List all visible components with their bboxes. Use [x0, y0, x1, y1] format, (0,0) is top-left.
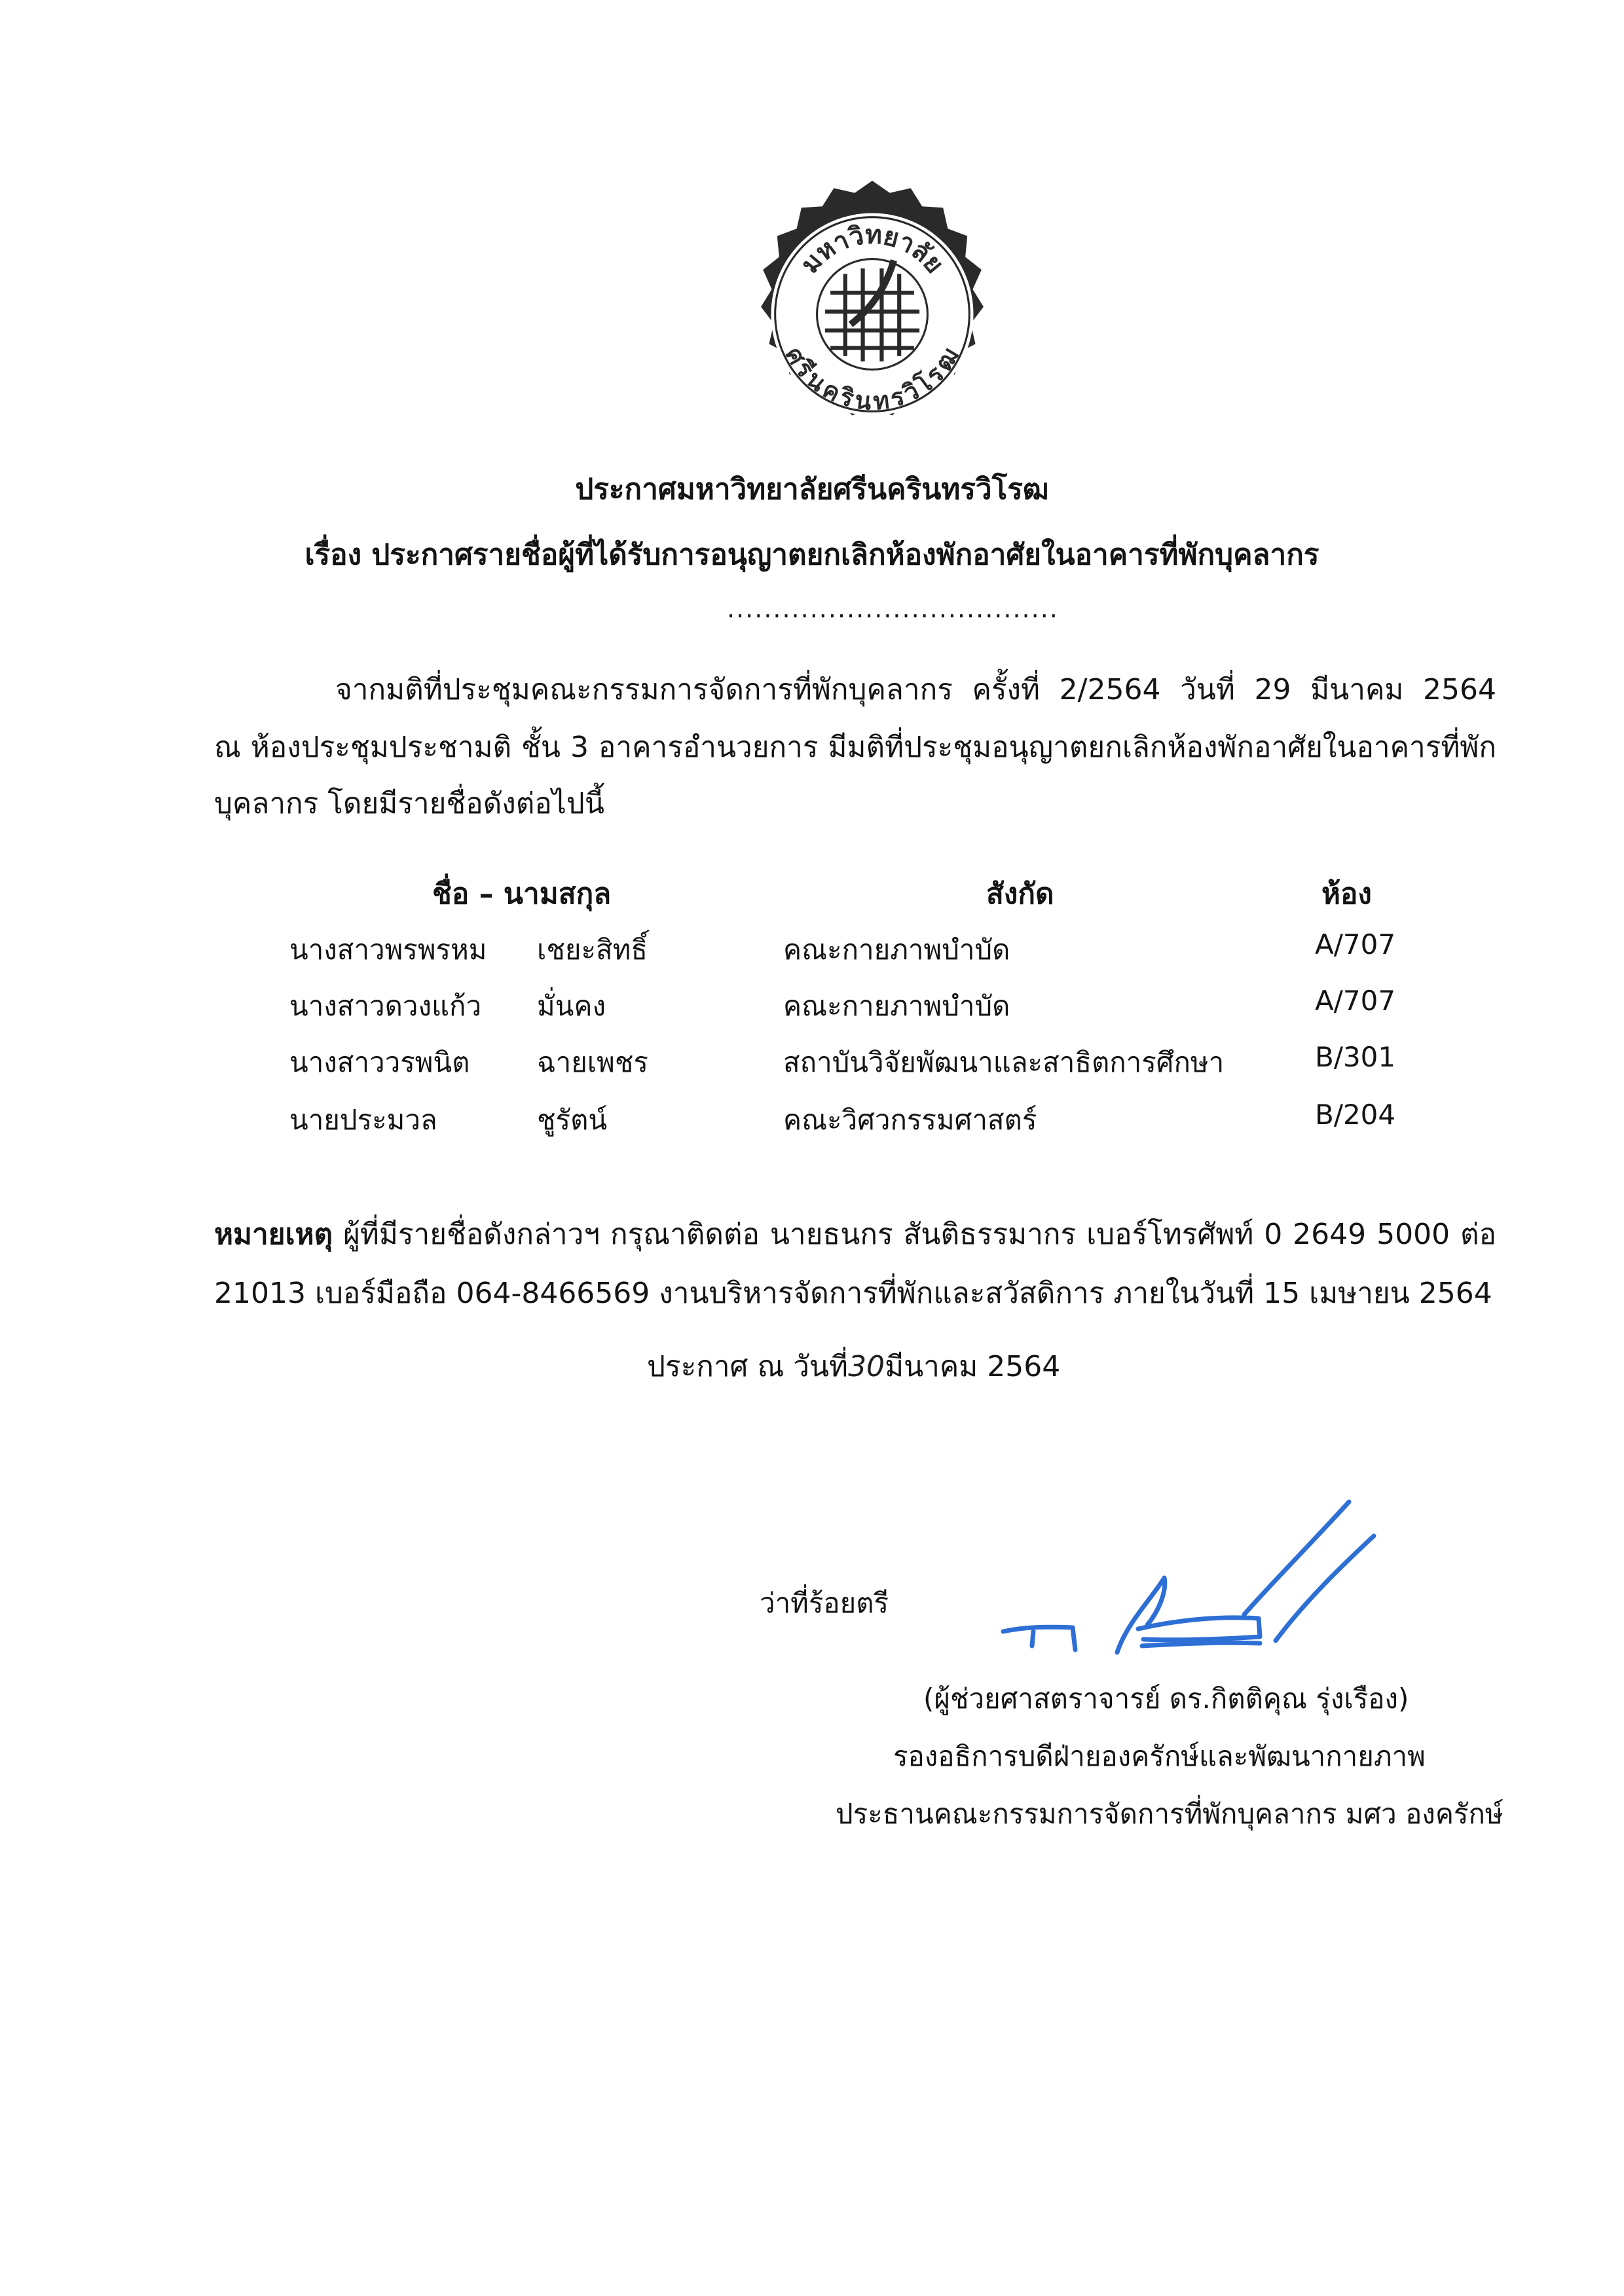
seal-top-text: มหาวิทยาลัย: [795, 220, 950, 280]
signatory-position-1: รองอธิการบดีฝ่ายองครักษ์และพัฒนากายภาพ: [893, 1740, 1426, 1772]
table-row-3-last-name: ฉายเพชร: [537, 1046, 648, 1078]
announce-date: [647, 1343, 1060, 1389]
document-subject: เรื่อง ประกาศรายชื่อผู้ที่ได้รับการอนุญาตยกเลิกห้องพักอาศัยในอาคารที่พักบุคลากร: [304, 538, 1320, 572]
note-text-1: ผู้ที่มีรายชื่อดังกล่าวฯ กรุณาติดต่อ นายธนกร สันติธรรมากร เบอร์โทรศัพท์ 0 2649 5000 ต่อ: [343, 1218, 1496, 1251]
body-line-2: ณ ห้องประชุมประชามติ ชั้น 3 อาคารอำนวยการ มีมติที่ประชุมอนุญาตยกเลิกห้องพักอาศัยในอาคารที่พัก: [214, 731, 1496, 764]
table-row-2-affiliation: คณะกายภาพบำบัด: [783, 990, 1010, 1022]
table-row-4-first-name: นายประมวล: [289, 1104, 437, 1136]
document-title: ประกาศมหาวิทยาลัยศรีนครินทรวิโรฒ: [575, 473, 1049, 506]
body-line-3: บุคลากร โดยมีรายชื่อดังต่อไปนี้: [214, 787, 604, 820]
signatory-position-2: ประธานคณะกรรมการจัดการที่พักบุคลากร มศว องครักษ์: [836, 1798, 1504, 1830]
table-header-room: ห้อง: [1321, 877, 1372, 911]
table-row-2-room: A/707: [1315, 985, 1396, 1017]
university-seal-icon: [737, 179, 1007, 449]
note-label: หมายเหตุ: [214, 1218, 333, 1251]
handwritten-signature-icon: [995, 1480, 1388, 1676]
table-header-name: ชื่อ – นามสกุล: [432, 877, 612, 911]
table-row-1-last-name: เชยะสิทธิ์: [537, 934, 648, 966]
title-separator: ....................................: [727, 594, 1059, 623]
signatory-rank: ว่าที่ร้อยตรี: [760, 1587, 889, 1619]
table-row-3-first-name: นางสาววรพนิต: [289, 1046, 470, 1078]
announce-suffix: มีนาคม 2564: [885, 1350, 1061, 1383]
signatory-name: (ผู้ช่วยศาสตราจารย์ ดร.กิตติคุณ รุ่งเรือง): [923, 1683, 1409, 1715]
table-row-2-last-name: มั่นคง: [537, 990, 606, 1022]
table-row-2-first-name: นางสาวดวงแก้ว: [289, 990, 482, 1022]
table-row-1-affiliation: คณะกายภาพบำบัด: [783, 934, 1010, 966]
table-row-3-affiliation: สถาบันวิจัยพัฒนาและสาธิตการศึกษา: [783, 1046, 1225, 1078]
table-row-1-room: A/707: [1315, 928, 1396, 960]
table-header-affiliation: สังกัด: [986, 877, 1054, 911]
table-row-4-last-name: ชูรัตน์: [537, 1104, 608, 1136]
table-row-4-room: B/204: [1315, 1099, 1396, 1131]
note-line-1: [214, 1211, 1496, 1257]
table-row-1-first-name: นางสาวพรพรหม: [289, 934, 487, 966]
announce-prefix: ประกาศ ณ วันที่: [647, 1350, 849, 1383]
table-row-3-room: B/301: [1315, 1041, 1396, 1073]
body-line-1: จากมติที่ประชุมคณะกรรมการจัดการที่พักบุคลากร ครั้งที่ 2/2564 วันที่ 29 มีนาคม 2564: [335, 673, 1496, 706]
seal-bottom-text: ศรีนครินทรวิโรฒ: [779, 342, 965, 416]
note-line-2: 21013 เบอร์มือถือ 064-8466569 งานบริหารจัดการที่พักและสวัสดิการ ภายในวันที่ 15 เมษายน 2564: [214, 1277, 1492, 1310]
table-row-4-affiliation: คณะวิศวกรรมศาสตร์: [783, 1104, 1037, 1136]
announce-day-handwritten: 30: [848, 1350, 885, 1383]
